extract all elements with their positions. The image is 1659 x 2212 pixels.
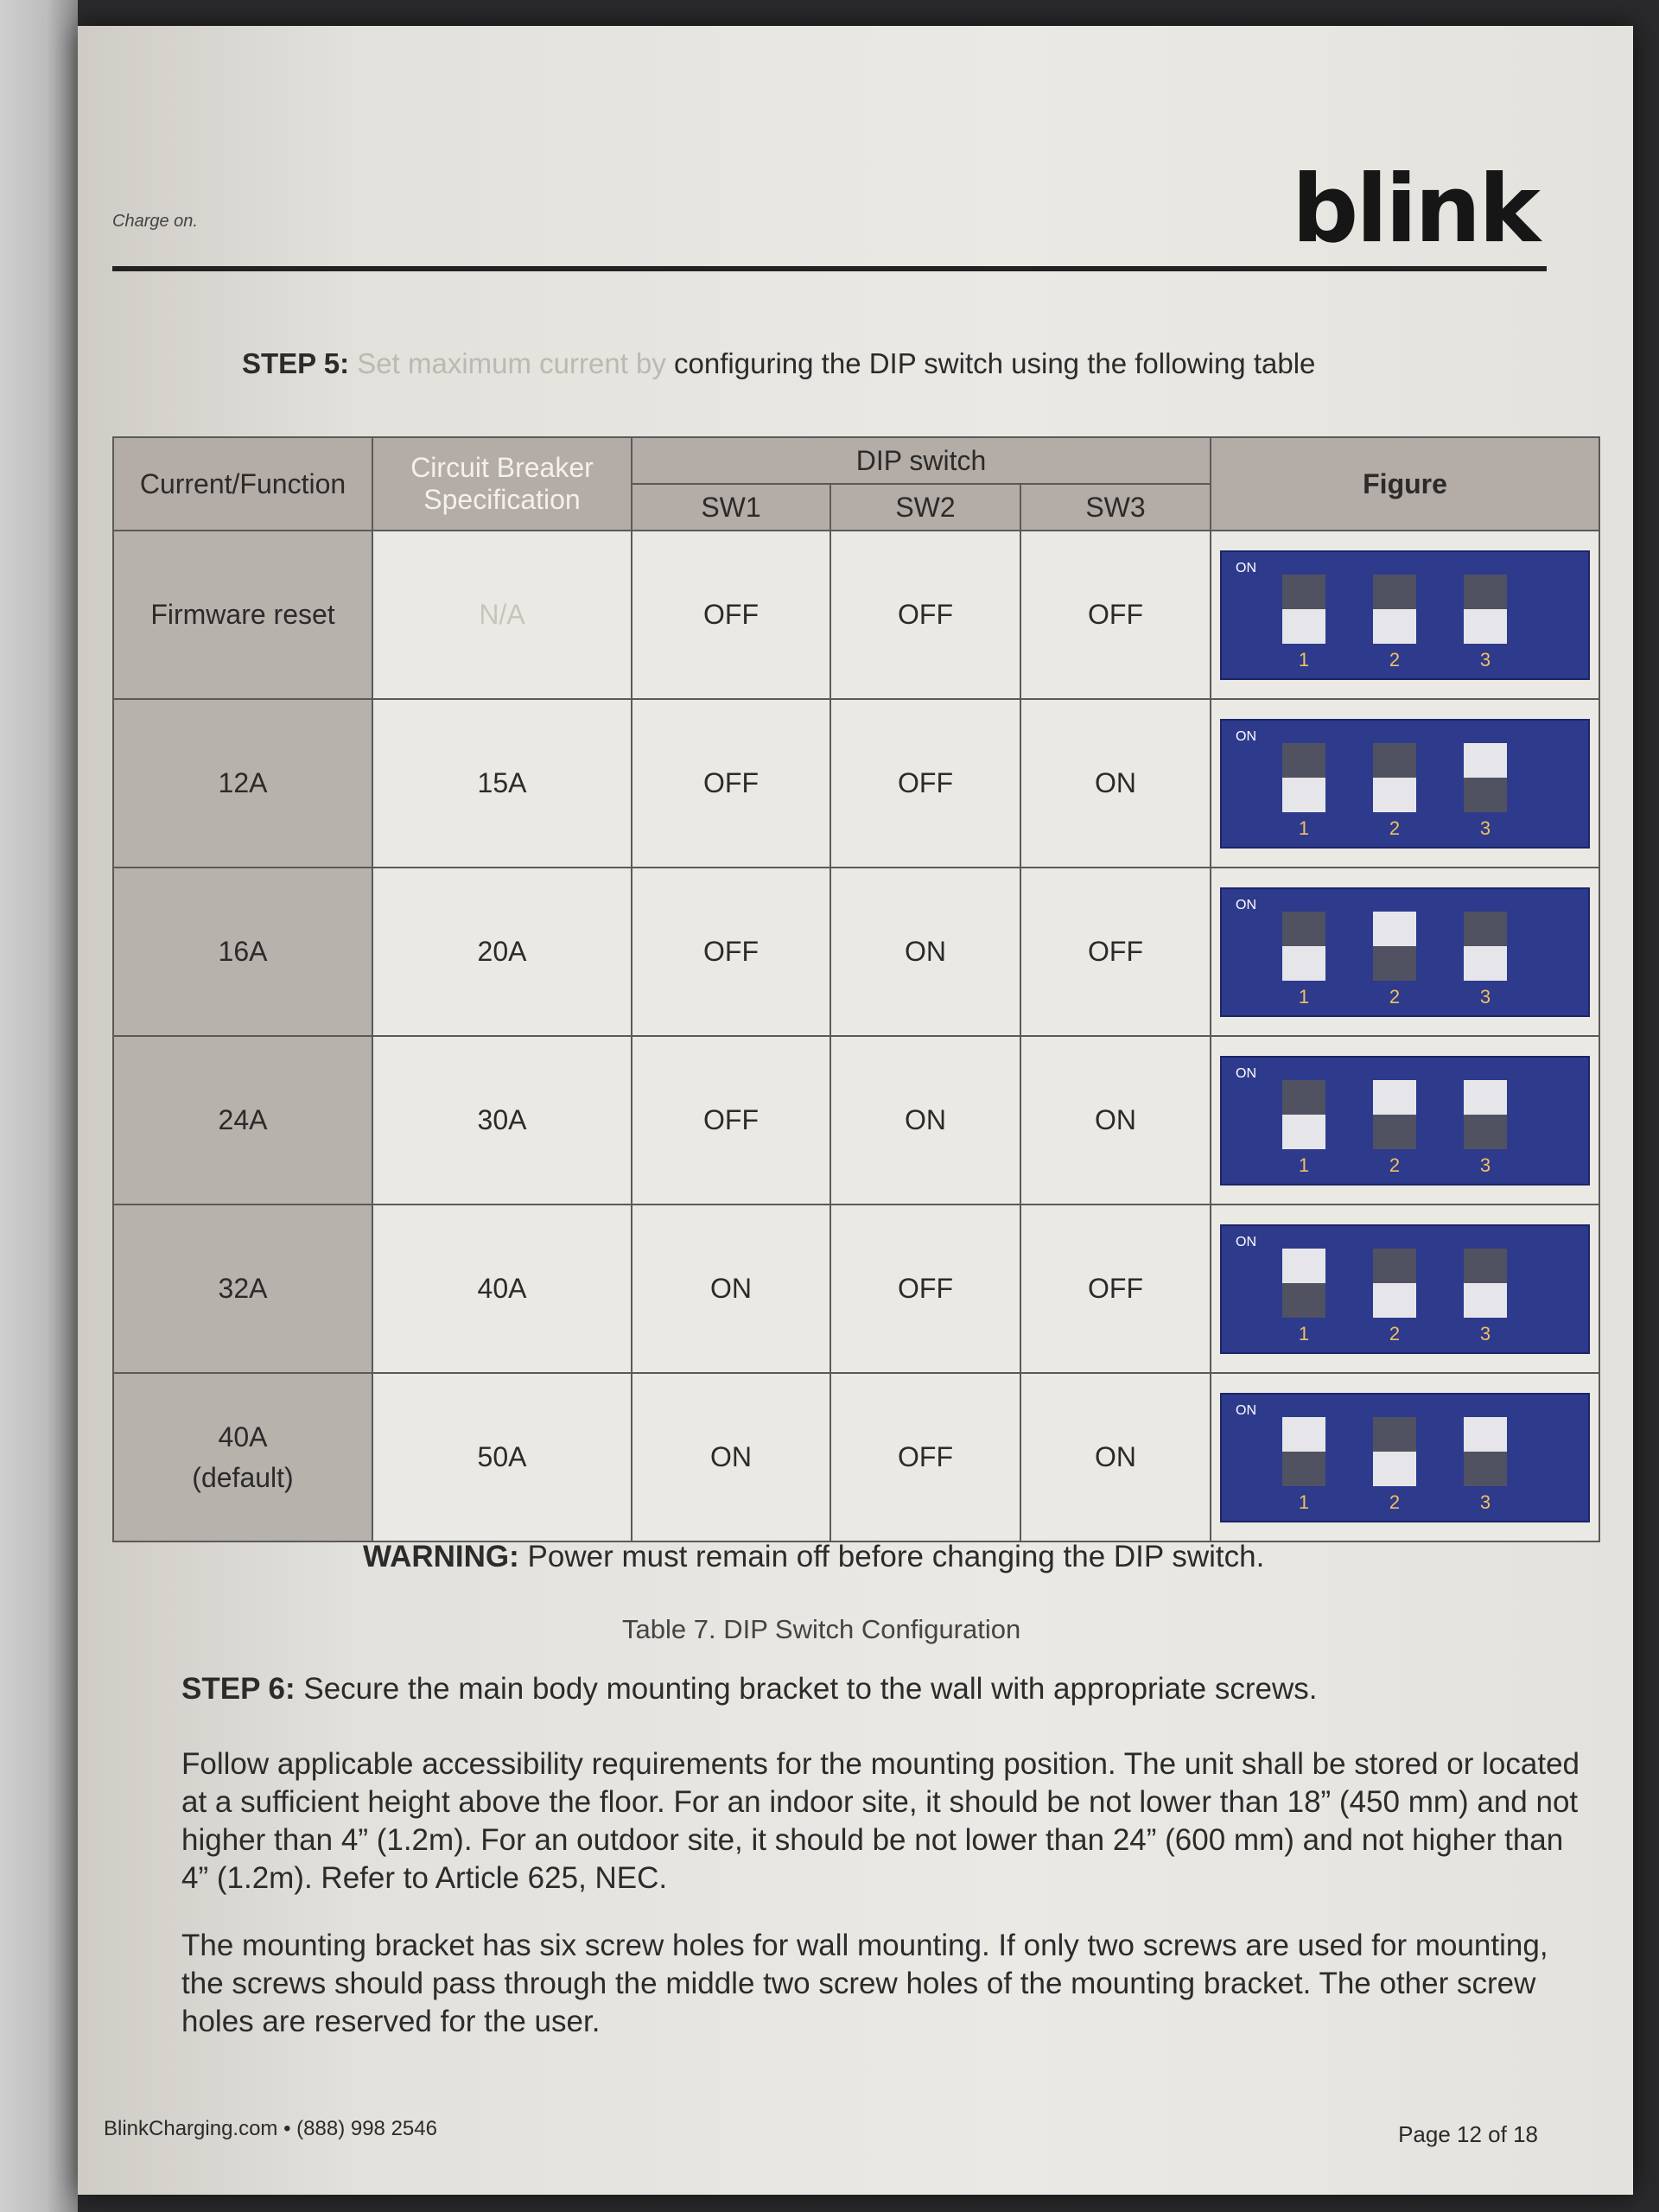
warning-note xyxy=(363,1540,1264,1574)
dip-toggle-lower xyxy=(1464,778,1507,812)
dip-toggle-lower xyxy=(1464,1452,1507,1486)
header-current-function: Current/Function xyxy=(113,437,372,531)
dip-on-label: ON xyxy=(1236,897,1257,912)
dip-toggle-number: 2 xyxy=(1389,648,1401,671)
header-sw3: SW3 xyxy=(1020,484,1211,531)
header-breaker-spec: Circuit Breaker Specification xyxy=(372,437,632,531)
warning-label: WARNING: xyxy=(363,1540,519,1573)
dip-toggle-lower xyxy=(1373,1452,1416,1486)
cell-sw1: ON xyxy=(632,1205,830,1373)
cell-figure xyxy=(1211,531,1599,699)
mounting-requirements-paragraph: Follow applicable accessibility requirements for the mounting position. The unit shall be stored or located at a sufficient height above the floor. For an indoor site, it should be not lower than 18” (450 mm) and not higher than 4” (1.2m). For an outdoor site, it should be not lower than 24” (600 mm) and not higher than 4” (1.2m). Refer to Article 625, NEC. xyxy=(181,1747,1580,1895)
function-label: 12A xyxy=(218,767,268,798)
dip-toggle-number: 3 xyxy=(1479,1491,1491,1513)
dip-toggle-number: 3 xyxy=(1479,648,1491,671)
header-dip-switch: DIP switch xyxy=(632,437,1211,484)
cell-sw1: OFF xyxy=(632,868,830,1036)
function-label: 24A xyxy=(218,1104,268,1135)
step6-label: STEP 6: xyxy=(181,1672,296,1706)
dip-toggle-1 xyxy=(1282,912,1325,1007)
dip-toggle-upper xyxy=(1282,1249,1325,1283)
header-sw2: SW2 xyxy=(830,484,1020,531)
cell-breaker-spec: 50A xyxy=(372,1373,632,1541)
dip-toggle-number: 2 xyxy=(1389,817,1401,839)
table-row xyxy=(113,868,1599,1036)
step5-instruction xyxy=(242,347,1315,380)
cell-figure xyxy=(1211,868,1599,1036)
step5-label: STEP 5: xyxy=(242,347,350,379)
page-gutter xyxy=(0,0,78,2212)
cell-breaker-spec: 40A xyxy=(372,1205,632,1373)
dip-toggle-2 xyxy=(1373,912,1416,1007)
cell-figure xyxy=(1211,1036,1599,1205)
footer-contact: BlinkCharging.com • (888) 998 2546 xyxy=(104,2117,437,2140)
dip-toggle-number: 1 xyxy=(1298,648,1310,671)
dip-switch-figure xyxy=(1220,1224,1590,1354)
dip-toggle-upper xyxy=(1282,912,1325,946)
dip-toggle-3 xyxy=(1464,1080,1507,1176)
cell-current-function xyxy=(113,1373,372,1541)
cell-sw3: ON xyxy=(1020,1036,1211,1205)
dip-toggle-lower xyxy=(1282,1115,1325,1149)
cell-sw3: ON xyxy=(1020,1373,1211,1541)
dip-toggle-upper xyxy=(1464,575,1507,609)
dip-toggle-number: 2 xyxy=(1389,1491,1401,1513)
dip-on-label: ON xyxy=(1236,728,1257,744)
dip-toggle-number: 1 xyxy=(1298,817,1310,839)
dip-toggle-3 xyxy=(1464,575,1507,671)
header-rule xyxy=(112,266,1547,271)
dip-toggle-number: 2 xyxy=(1389,985,1401,1007)
dip-toggle-upper xyxy=(1464,1080,1507,1115)
dip-toggle-2 xyxy=(1373,743,1416,839)
dip-toggle-lower xyxy=(1282,1452,1325,1486)
table-row xyxy=(113,1205,1599,1373)
header-sw1: SW1 xyxy=(632,484,830,531)
dip-toggle-1 xyxy=(1282,1417,1325,1513)
dip-toggle-2 xyxy=(1373,1249,1416,1344)
dip-toggle-number: 3 xyxy=(1479,1322,1491,1344)
dip-toggle-3 xyxy=(1464,912,1507,1007)
function-sublabel: (default) xyxy=(192,1461,294,1493)
cell-current-function xyxy=(113,1205,372,1373)
table-row xyxy=(113,1373,1599,1541)
cell-sw2: ON xyxy=(830,1036,1020,1205)
step6-instruction xyxy=(181,1672,1317,1707)
function-label: 40A xyxy=(218,1421,268,1452)
dip-toggle-number: 3 xyxy=(1479,1154,1491,1176)
dip-toggle-upper xyxy=(1464,1249,1507,1283)
dip-switch-figure xyxy=(1220,1056,1590,1185)
dip-toggle-lower xyxy=(1464,1115,1507,1149)
dip-toggle-lower xyxy=(1282,1283,1325,1318)
table-caption: Table 7. DIP Switch Configuration xyxy=(622,1614,1021,1644)
dip-toggle-upper xyxy=(1373,1417,1416,1452)
dip-toggle-2 xyxy=(1373,575,1416,671)
cell-sw3: OFF xyxy=(1020,1205,1211,1373)
cell-current-function xyxy=(113,868,372,1036)
dip-toggle-number: 2 xyxy=(1389,1322,1401,1344)
dip-toggle-1 xyxy=(1282,575,1325,671)
dip-toggle-lower xyxy=(1464,1283,1507,1318)
dip-toggle-upper xyxy=(1282,743,1325,778)
page-number: Page 12 of 18 xyxy=(1398,2121,1538,2147)
cell-breaker-spec: 20A xyxy=(372,868,632,1036)
cell-sw2: OFF xyxy=(830,1373,1020,1541)
blink-logo: blink xyxy=(1291,156,1538,264)
warning-text: Power must remain off before changing the DIP switch. xyxy=(527,1540,1265,1573)
dip-toggle-number: 1 xyxy=(1298,1154,1310,1176)
dip-toggle-number: 1 xyxy=(1298,1322,1310,1344)
dip-toggle-lower xyxy=(1282,946,1325,981)
dip-toggle-upper xyxy=(1282,1080,1325,1115)
function-label: 32A xyxy=(218,1273,268,1304)
dip-toggle-number: 1 xyxy=(1298,985,1310,1007)
dip-switch-table xyxy=(112,436,1600,1542)
dip-toggle-lower xyxy=(1464,946,1507,981)
dip-toggle-upper xyxy=(1464,1417,1507,1452)
dip-toggle-number: 1 xyxy=(1298,1491,1310,1513)
dip-on-label: ON xyxy=(1236,1065,1257,1081)
dip-toggle-upper xyxy=(1282,575,1325,609)
dip-toggle-lower xyxy=(1373,609,1416,644)
cell-sw3: ON xyxy=(1020,699,1211,868)
dip-toggle-upper xyxy=(1373,575,1416,609)
cell-sw2: OFF xyxy=(830,531,1020,699)
dip-toggle-upper xyxy=(1373,912,1416,946)
dip-on-label: ON xyxy=(1236,560,1257,575)
dip-toggle-3 xyxy=(1464,1249,1507,1344)
dip-toggle-lower xyxy=(1373,1115,1416,1149)
dip-toggle-1 xyxy=(1282,743,1325,839)
dip-toggle-1 xyxy=(1282,1080,1325,1176)
dip-toggle-3 xyxy=(1464,1417,1507,1513)
dip-toggle-number: 3 xyxy=(1479,985,1491,1007)
cell-sw3: OFF xyxy=(1020,868,1211,1036)
brand-tagline: Charge on. xyxy=(112,212,198,231)
table-row xyxy=(113,1036,1599,1205)
dip-switch-figure xyxy=(1220,719,1590,849)
dip-toggle-number: 3 xyxy=(1479,817,1491,839)
dip-switch-figure xyxy=(1220,550,1590,680)
cell-current-function xyxy=(113,1036,372,1205)
cell-sw1: OFF xyxy=(632,531,830,699)
manual-page xyxy=(78,26,1633,2195)
dip-toggle-upper xyxy=(1464,912,1507,946)
dip-toggle-upper xyxy=(1373,1249,1416,1283)
cell-sw1: OFF xyxy=(632,1036,830,1205)
dip-toggle-upper xyxy=(1373,743,1416,778)
dip-toggle-2 xyxy=(1373,1080,1416,1176)
dip-toggle-number: 2 xyxy=(1389,1154,1401,1176)
step6-text: Secure the main body mounting bracket to the wall with appropriate screws. xyxy=(303,1672,1318,1706)
function-label: 16A xyxy=(218,936,268,967)
cell-sw1: OFF xyxy=(632,699,830,868)
table-row xyxy=(113,699,1599,868)
cell-sw1: ON xyxy=(632,1373,830,1541)
cell-figure xyxy=(1211,1205,1599,1373)
cell-sw3: OFF xyxy=(1020,531,1211,699)
dip-switch-figure xyxy=(1220,887,1590,1017)
dip-toggle-lower xyxy=(1282,609,1325,644)
dip-toggle-upper xyxy=(1373,1080,1416,1115)
dip-toggle-lower xyxy=(1282,778,1325,812)
dip-toggle-lower xyxy=(1373,1283,1416,1318)
cell-breaker-spec: N/A xyxy=(372,531,632,699)
header-figure: Figure xyxy=(1211,437,1599,531)
cell-sw2: OFF xyxy=(830,699,1020,868)
cell-current-function xyxy=(113,699,372,868)
function-label: Firmware reset xyxy=(150,599,335,630)
dip-toggle-lower xyxy=(1373,778,1416,812)
dip-toggle-lower xyxy=(1373,946,1416,981)
dip-toggle-3 xyxy=(1464,743,1507,839)
dip-toggle-upper xyxy=(1282,1417,1325,1452)
cell-sw2: OFF xyxy=(830,1205,1020,1373)
dip-toggle-2 xyxy=(1373,1417,1416,1513)
step5-text: configuring the DIP switch using the following table xyxy=(665,347,1316,379)
dip-switch-figure xyxy=(1220,1393,1590,1522)
cell-figure xyxy=(1211,699,1599,868)
dip-on-label: ON xyxy=(1236,1234,1257,1249)
dip-toggle-1 xyxy=(1282,1249,1325,1344)
cell-figure xyxy=(1211,1373,1599,1541)
dip-toggle-lower xyxy=(1464,609,1507,644)
cell-current-function xyxy=(113,531,372,699)
dip-on-label: ON xyxy=(1236,1402,1257,1418)
step5-faded-text: Set maximum current by xyxy=(357,347,666,379)
cell-breaker-spec: 30A xyxy=(372,1036,632,1205)
screw-holes-paragraph: The mounting bracket has six screw holes for wall mounting. If only two screws are used for mounting, the screws should pass through the middle two screw holes of the mounting bracket. The other screw holes are reserved for the user. xyxy=(181,1929,1548,2038)
table-row xyxy=(113,531,1599,699)
dip-toggle-upper xyxy=(1464,743,1507,778)
cell-breaker-spec: 15A xyxy=(372,699,632,868)
cell-sw2: ON xyxy=(830,868,1020,1036)
